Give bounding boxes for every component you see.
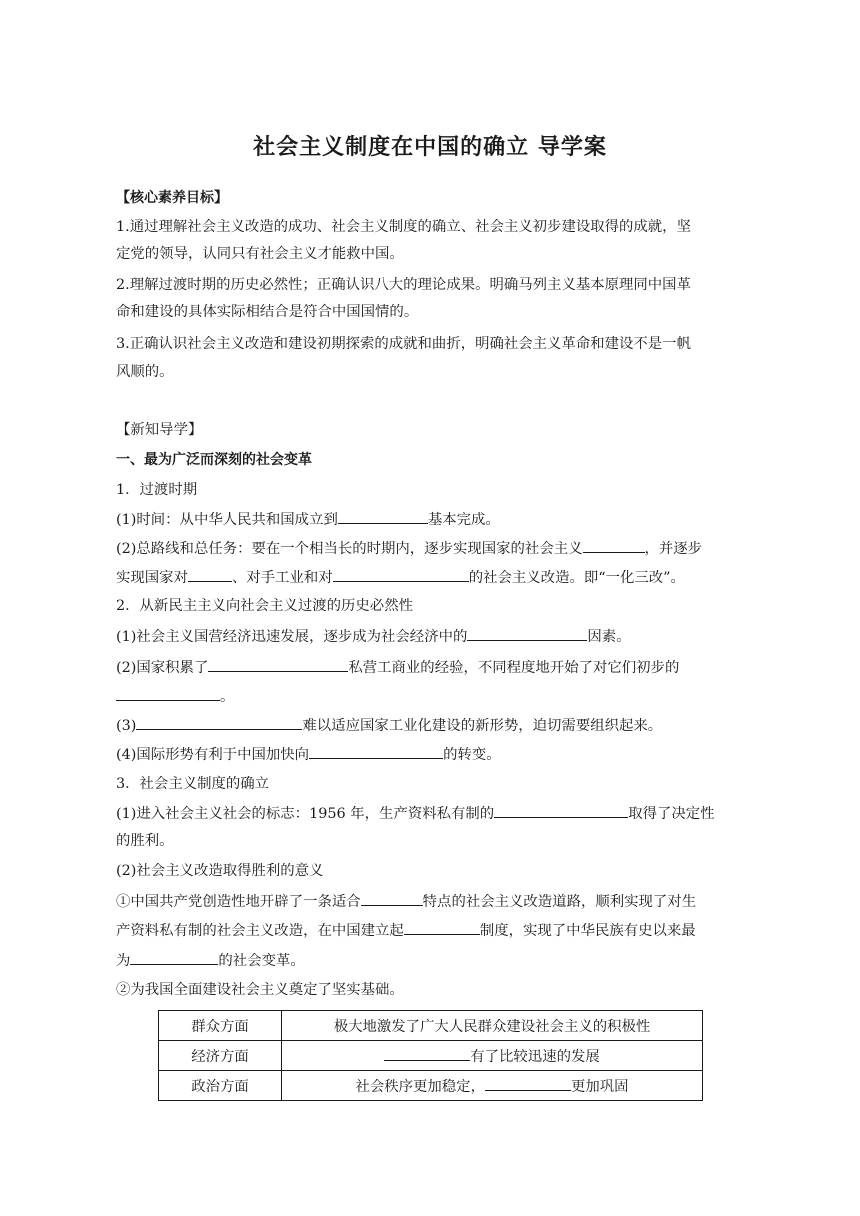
goal-line: 命和建设的具体实际相结合是符合中国国情的。	[116, 304, 419, 320]
text-segment: 。	[220, 689, 235, 705]
table-row	[159, 1041, 703, 1071]
text-segment: 因素。	[587, 629, 631, 645]
significance-table	[158, 1010, 703, 1101]
text-line	[116, 626, 736, 647]
fill-blank[interactable]	[485, 1076, 571, 1091]
text-segment: (1)进入社会主义社会的标志：1956 年，生产资料私有制的	[116, 806, 495, 822]
text-segment: 的社会主义改造。即“一化三改”。	[468, 570, 685, 586]
fill-blank[interactable]	[130, 950, 218, 965]
table-row	[159, 1011, 703, 1041]
fill-blank[interactable]	[338, 509, 428, 524]
text-segment: 有了比较迅速的发展	[470, 1049, 600, 1065]
text-segment: (1)时间：从中华人民共和国成立到	[116, 512, 338, 528]
new-knowledge-heading: 【新知导学】	[116, 422, 203, 438]
text-line	[116, 744, 736, 765]
text-segment: (1)社会主义国营经济迅速发展，逐步成为社会经济中的	[116, 629, 468, 645]
goal-line: 2.理解过渡时期的历史必然性；正确认识八大的理论成果。明确马列主义基本原理同中国革	[116, 277, 691, 293]
text-segment: 难以适应国家工业化建设的新形势，迫切需要组织起来。	[302, 718, 663, 734]
table-cell-content	[282, 1041, 703, 1071]
fill-blank[interactable]	[583, 538, 645, 553]
text-segment: 的转变。	[443, 747, 501, 763]
text-line	[116, 509, 736, 530]
subsection-heading: 1．过渡时期	[116, 482, 198, 498]
text-line: (2)社会主义改造取得胜利的意义	[116, 863, 324, 879]
text-segment: 社会秩序更加稳定，	[355, 1079, 485, 1095]
table-cell-aspect: 政治方面	[159, 1071, 282, 1101]
text-segment: 更加巩固	[570, 1079, 629, 1095]
text-segment: 取得了决定性	[628, 806, 715, 822]
section-heading: 一、最为广泛而深刻的社会变革	[116, 452, 312, 468]
goal-line: 1.通过理解社会主义改造的成功、社会主义制度的确立、社会主义初步建设取得的成就，坚	[116, 219, 691, 235]
text-segment: ①中国共产党创造性地开辟了一条适合	[116, 894, 361, 910]
text-segment: 为	[116, 953, 131, 969]
text-segment: (4)国际形势有利于中国加快向	[116, 747, 310, 763]
text-line	[116, 657, 736, 678]
fill-blank[interactable]	[467, 626, 587, 641]
text-segment: 基本完成。	[427, 512, 500, 528]
fill-blank[interactable]	[361, 891, 423, 906]
goals-heading: 【核心素养目标】	[116, 190, 228, 206]
fill-blank[interactable]	[136, 715, 302, 730]
text-segment: 实现国家对	[116, 570, 188, 586]
table-row	[159, 1071, 703, 1101]
text-segment: 、对手工业和对	[231, 570, 333, 586]
text-segment: (2)国家积累了	[116, 660, 209, 676]
text-segment: 特点的社会主义改造道路，顺利实现了对生	[422, 894, 697, 910]
text-line	[116, 920, 736, 941]
table-cell-content	[282, 1071, 703, 1101]
table-cell-aspect: 经济方面	[159, 1041, 282, 1071]
text-segment: 制度，实现了中华民族有史以来最	[479, 923, 696, 939]
fill-blank[interactable]	[333, 567, 469, 582]
text-line	[116, 715, 736, 736]
text-line: ②为我国全面建设社会主义奠定了坚实基础。	[116, 982, 404, 998]
fill-blank[interactable]	[208, 657, 348, 672]
fill-blank[interactable]	[116, 686, 220, 701]
subsection-heading: 2．从新民主主义向社会主义过渡的历史必然性	[116, 598, 413, 614]
fill-blank[interactable]	[309, 744, 443, 759]
table-cell-aspect: 群众方面	[159, 1011, 282, 1041]
text-segment: (2)总路线和总任务：要在一个相当长的时期内，逐步实现国家的社会主义	[116, 541, 583, 557]
text-segment: 的社会变革。	[218, 953, 305, 969]
text-line: 的胜利。	[116, 833, 174, 849]
text-line	[116, 686, 736, 707]
text-segment: 极大地激发了广大人民群众建设社会主义的积极性	[333, 1019, 651, 1035]
text-segment: 产资料私有制的社会主义改造，在中国建立起	[116, 923, 404, 939]
subsection-heading: 3．社会主义制度的确立	[116, 776, 270, 792]
text-segment: ，并逐步	[644, 541, 703, 557]
fill-blank[interactable]	[188, 567, 232, 582]
page-title: 社会主义制度在中国的确立 导学案	[253, 135, 607, 160]
fill-blank[interactable]	[404, 920, 480, 935]
text-line	[116, 950, 736, 971]
text-line	[116, 891, 736, 912]
text-line	[116, 803, 736, 824]
fill-blank[interactable]	[384, 1046, 470, 1061]
goal-line: 定党的领导，认同只有社会主义才能救中国。	[116, 246, 404, 262]
text-segment: (3)	[116, 718, 137, 734]
goal-line: 3.正确认识社会主义改造和建设初期探索的成就和曲折，明确社会主义革命和建设不是一帆	[116, 336, 691, 352]
text-line	[116, 538, 736, 559]
text-line	[116, 567, 736, 588]
text-segment: 私营工商业的经验，不同程度地开始了对它们初步的	[348, 660, 680, 676]
table-cell-content	[282, 1011, 703, 1041]
fill-blank[interactable]	[494, 803, 628, 818]
goal-line: 风顺的。	[116, 364, 174, 380]
